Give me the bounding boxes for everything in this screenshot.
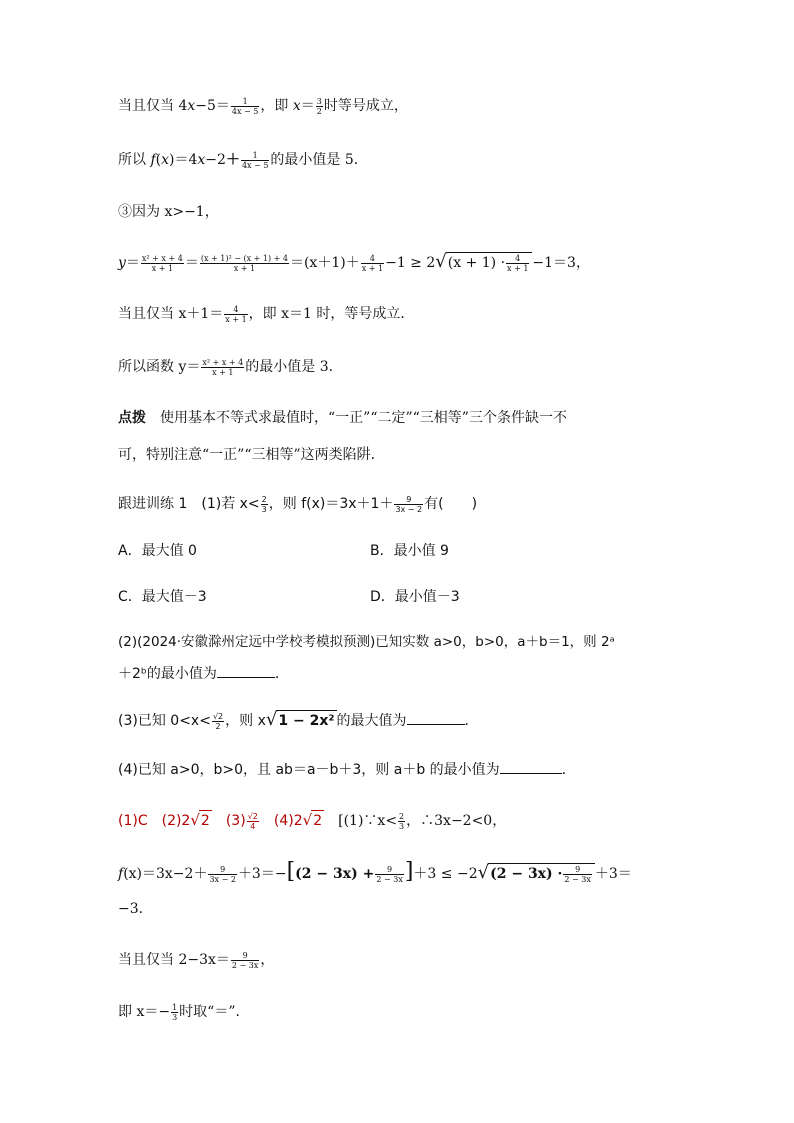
tip-line-1: 点拨 使用基本不等式求最值时，“一正”“二定”“三相等”三个条件缺一不	[118, 410, 567, 426]
tip-label: 点拨	[118, 410, 146, 426]
text-line-5: 当且仅当 x＋1＝ $\frac{4}{x + 1}$ ，即 x＝1 时，等号成立．	[118, 304, 415, 324]
fraction: $\frac{\text{x² + x + 4}}{x + 1}$	[202, 357, 244, 377]
fraction: $\frac{1}{4x - 5}$	[241, 150, 269, 170]
fraction: $\frac{9}{2 - 3x}$	[376, 864, 403, 884]
fraction: $\frac{9}{3x - 2}$	[395, 494, 423, 514]
text-line-8: 当且仅当 2−3x＝ $\frac{9}{2 - 3x}$ ，	[118, 950, 275, 970]
choice-d: D．最小值－3	[370, 589, 460, 605]
radical-content: (2 − 3x) · $\frac{9}{2 - 3x}$	[488, 863, 595, 884]
radical-sign: √	[477, 862, 490, 883]
fraction: $\frac{√2}{2}$	[212, 711, 224, 731]
answer-line: (1)C (2)2√2 (3) $\frac{√2}{4}$ (4)2√2 [(1)∵x< $\frac{2}{3}$ ，∴3x−2<0，	[118, 811, 507, 831]
radical-content: 1 − 2x²	[276, 710, 336, 731]
radical-sign: √	[435, 251, 447, 272]
tip-line-2: 可，特别注意“一正”“三相等”这两类陷阱．	[118, 447, 385, 463]
question-4: (4)已知 a>0，b>0，且 ab＝a－b＋3，则 a＋b 的最小值为 ．	[118, 762, 576, 778]
text-line-9: 即 x＝− $\frac{1}{3}$ 时取“＝”.	[118, 1002, 240, 1022]
fraction: $\frac{9}{2 - 3x}$	[231, 950, 259, 970]
choice-c: C．最大值－3	[118, 589, 207, 605]
question-2-line-2: ＋2ᵇ的最小值为 ．	[118, 666, 289, 682]
answer-blank	[407, 712, 465, 725]
text-line-2: 所以 f(x)＝4x−2＋ $\frac{1}{4x - 5}$ 的最小值是 5．	[118, 150, 368, 170]
fraction: $\frac{\text{x² + x + 4}}{x + 1}$	[141, 253, 183, 273]
radical-sign: √	[265, 709, 278, 730]
choice-a: A．最大值 0	[118, 543, 197, 559]
fraction: $\frac{2}{3}$	[261, 494, 267, 514]
answer-blank	[217, 665, 275, 678]
answer-blank	[500, 761, 562, 774]
fraction: $\frac{2}{3}$	[399, 811, 405, 831]
text-line-1: 当且仅当 4x−5＝ $\frac{1}{4x - 5}$ ，即 x＝ $\frac{3}{2}$ 时等号成立，	[118, 96, 408, 116]
choice-b: B．最小值 9	[370, 543, 449, 559]
radical-content: (x + 1) · $\frac{4}{x + 1}$	[446, 252, 533, 273]
equation-line-f1: f(x)＝3x−2＋ $\frac{9}{3x - 2}$ ＋3＝−[(2 − 3x) + $\frac{9}{2 - 3x}$ ]＋3 ≤ −2√(2 − 3x) · $\frac{9}{2 - 3x}$ ＋3＝	[118, 859, 632, 884]
question-3: (3)已知 0<x< $\frac{√2}{2}$ ，则 x√1 − 2x² 的最大值为 ．	[118, 709, 479, 731]
question-2-line-1: (2)(2024·安徽滁州定远中学校考模拟预测)已知实数 a>0，b>0，a＋b＝1，则 2ᵃ	[118, 634, 615, 650]
fraction: $\frac{3}{2}$	[316, 96, 322, 116]
text-line-3: ③因为 x>−1，	[118, 204, 219, 220]
fraction: $\frac{9}{3x - 2}$	[209, 864, 236, 884]
question-1: 跟进训练 1 (1)若 x< $\frac{2}{3}$ ，则 f(x)＝3x＋1＋ $\frac{9}{3x - 2}$ 有( )	[118, 494, 478, 514]
fraction: $\frac{1}{4x - 5}$	[231, 96, 259, 116]
text-line-6: 所以函数 y＝ $\frac{\text{x² + x + 4}}{x + 1}$ 的最小值是 3．	[118, 357, 343, 377]
fraction: $\frac{\text{(x + 1)² − (x + 1) + 4}}{x + 1}$	[200, 253, 288, 273]
fraction: $\frac{1}{3}$	[172, 1002, 178, 1022]
equation-line-4: y＝ $\frac{\text{x² + x + 4}}{x + 1}$ ＝ $\frac{\text{(x + 1)² − (x + 1) + 4}}{x + 1}$ ＝(x＋1)＋ $\frac{4}{x + 1}$ −1 ≥ 2√(x + 1) · $\frac{4}{x + 1}$ −1＝3，	[118, 251, 590, 273]
equation-line-f2: −3.	[118, 901, 144, 917]
fraction: $\frac{4}{x + 1}$	[225, 304, 247, 324]
fraction: $\frac{4}{x + 1}$	[361, 253, 384, 273]
